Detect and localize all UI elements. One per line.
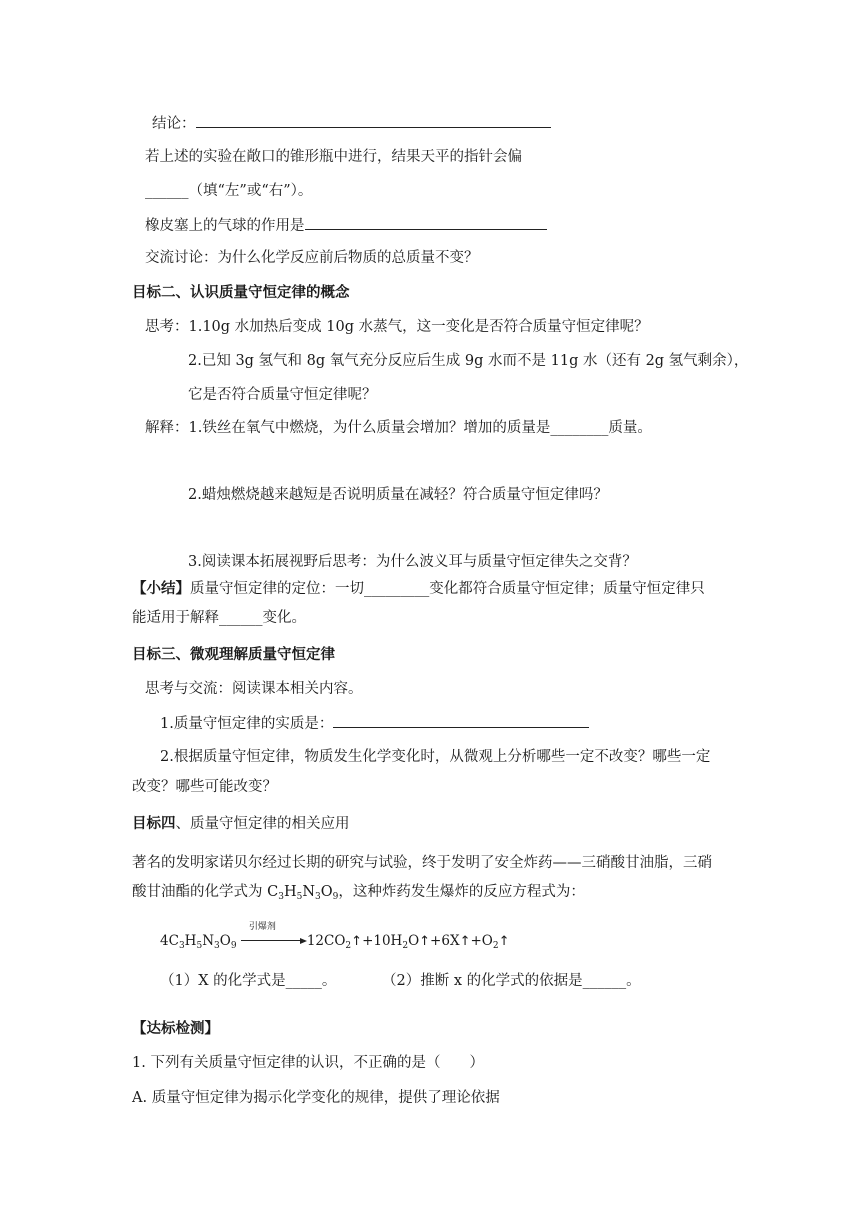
nobel-text-post: ，这种炸药发生爆炸的反应方程式为： [338, 884, 585, 900]
gas-up-arrow-icon: ↑ [459, 934, 471, 949]
eq-o-sub: 9 [230, 941, 237, 951]
gas-up-arrow-icon: ↑ [419, 934, 431, 949]
test-option-a[interactable]: A. 质量守恒定律为揭示化学变化的规律，提供了理论依据 [132, 1090, 500, 1106]
summary-blank-2[interactable]: ______ [219, 610, 263, 626]
summary-line-1 [132, 579, 705, 599]
eq-o2-sub: 2 [492, 941, 499, 951]
summary-text-d: 变化。 [262, 610, 306, 626]
eq-product-o2: +O [470, 933, 493, 949]
conclusion-line [152, 113, 551, 134]
nobel-text-pre: 酸甘油酯的化学式为 C [132, 884, 279, 900]
discussion-line: 交流讨论：为什么化学反应前后物质的总质量不变？ [145, 250, 479, 266]
question-1: （1）X 的化学式是_____。 [160, 973, 337, 989]
goal4-title: 、质量守恒定律的相关应用 [175, 816, 350, 832]
formula-n-sub: 3 [315, 892, 321, 902]
eq-h-sub: 5 [196, 941, 203, 951]
goal4-heading [132, 814, 350, 834]
reaction-equation: $4C_3H_5N_3O_9$ 引爆剂 $12CO_2↑+10H_2O↑+6X↑+O_2↑$ [160, 922, 510, 951]
eq-condition: 引爆剂 [248, 922, 276, 932]
summary-text-a: 质量守恒定律的定位：一切 [190, 581, 364, 597]
question-2: （2）推断 x 的化学式的依据是______。 [382, 973, 641, 989]
open-flask-line-1: 若上述的实验在敞口的锥形瓶中进行，结果天平的指针会偏 [145, 149, 522, 165]
think-exchange: 思考与交流：阅读课本相关内容。 [145, 681, 363, 697]
essence-label: 1.质量守恒定律的实质是： [160, 716, 334, 732]
summary-line-2 [132, 608, 306, 628]
explain-1 [145, 418, 652, 438]
goal4-label: 目标四 [132, 816, 176, 832]
gas-up-arrow-icon: ↑ [498, 934, 510, 949]
nobel-line-a: 著名的发明家诺贝尔经过长期的研究与试验，终于发明了安全炸药——三硝酸甘油脂，三硝 [132, 855, 712, 871]
eq-n-sub: 3 [214, 941, 220, 951]
summary-text-b: 变化都符合质量守恒定律；质量守恒定律只 [429, 581, 705, 597]
explain-1-text: 解释：1.铁丝在氧气中燃烧，为什么质量会增加？增加的质量是 [145, 420, 551, 436]
essence-blank[interactable] [333, 713, 589, 728]
eq-co2-sub: 2 [345, 941, 352, 951]
formula-h-sub: 5 [296, 892, 303, 902]
eq-product-h2o-a: +10H [362, 933, 403, 949]
eq-product-co2: 12CO [306, 933, 346, 949]
summary-tag: 【小结】 [132, 581, 190, 597]
nobel-line-b: 酸甘油酯的化学式为 $C_3H_5N_3O_9$，这种炸药发生爆炸的反应方程式为： [132, 884, 585, 902]
essence-line [160, 713, 589, 734]
formula-c-sub: 3 [278, 892, 284, 902]
gas-up-arrow-icon: ↑ [351, 934, 363, 949]
goal2-heading: 目标二、认识质量守恒定律的概念 [132, 285, 350, 301]
test-heading: 【达标检测】 [132, 1021, 219, 1037]
balloon-blank[interactable] [305, 215, 547, 230]
open-flask-hint: （填“左”或“右”）。 [188, 183, 313, 199]
balloon-label: 橡皮塞上的气球的作用是 [145, 218, 305, 234]
explain-2: 2.蜡烛燃烧越来越短是否说明质量在减轻？符合质量守恒定律吗？ [188, 487, 608, 503]
explain-1-blank[interactable]: ________ [550, 420, 609, 436]
eq-product-h2o-b: O [408, 933, 420, 949]
micro-line-a: 2.根据质量守恒定律，物质发生化学变化时，从微观上分析哪些一定不改变？哪些一定 [160, 749, 711, 765]
think-1: 思考：1.10g 水加热后变成 10g 水蒸气，这一变化是否符合质量守恒定律呢？ [145, 319, 649, 335]
conclusion-blank[interactable] [196, 113, 551, 128]
explain-1-tail: 质量。 [608, 420, 652, 436]
think-2b: 它是否符合质量守恒定律呢？ [188, 387, 377, 403]
summary-blank-1[interactable]: _________ [364, 581, 430, 597]
eq-product-x: +6X [430, 933, 460, 949]
summary-text-c: 能适用于解释 [132, 610, 219, 626]
test-question-1: 1. 下列有关质量守恒定律的认识，不正确的是（ ） [132, 1055, 484, 1071]
goal3-heading: 目标三、微观理解质量守恒定律 [132, 647, 335, 663]
explain-3: 3.阅读课本拓展视野后思考：为什么波义耳与质量守恒定律失之交背？ [188, 554, 637, 570]
think-2a: 2.已知 3g 氢气和 8g 氧气充分反应后生成 9g 水而不是 11g 水（还有 2g 氢气剩余）， [188, 353, 749, 369]
reaction-arrow-icon [241, 922, 307, 945]
balloon-line [145, 215, 547, 236]
open-flask-line-2 [145, 181, 312, 201]
conclusion-label: 结论： [152, 116, 196, 132]
eq-coef-left: 4 [160, 933, 169, 949]
eq-h2o-sub: 2 [402, 941, 409, 951]
formula-o-sub: 9 [332, 892, 339, 902]
eq-c-sub: 3 [178, 941, 185, 951]
micro-line-b: 改变？哪些可能改变？ [132, 779, 277, 795]
open-flask-blank[interactable]: ______ [145, 183, 189, 199]
